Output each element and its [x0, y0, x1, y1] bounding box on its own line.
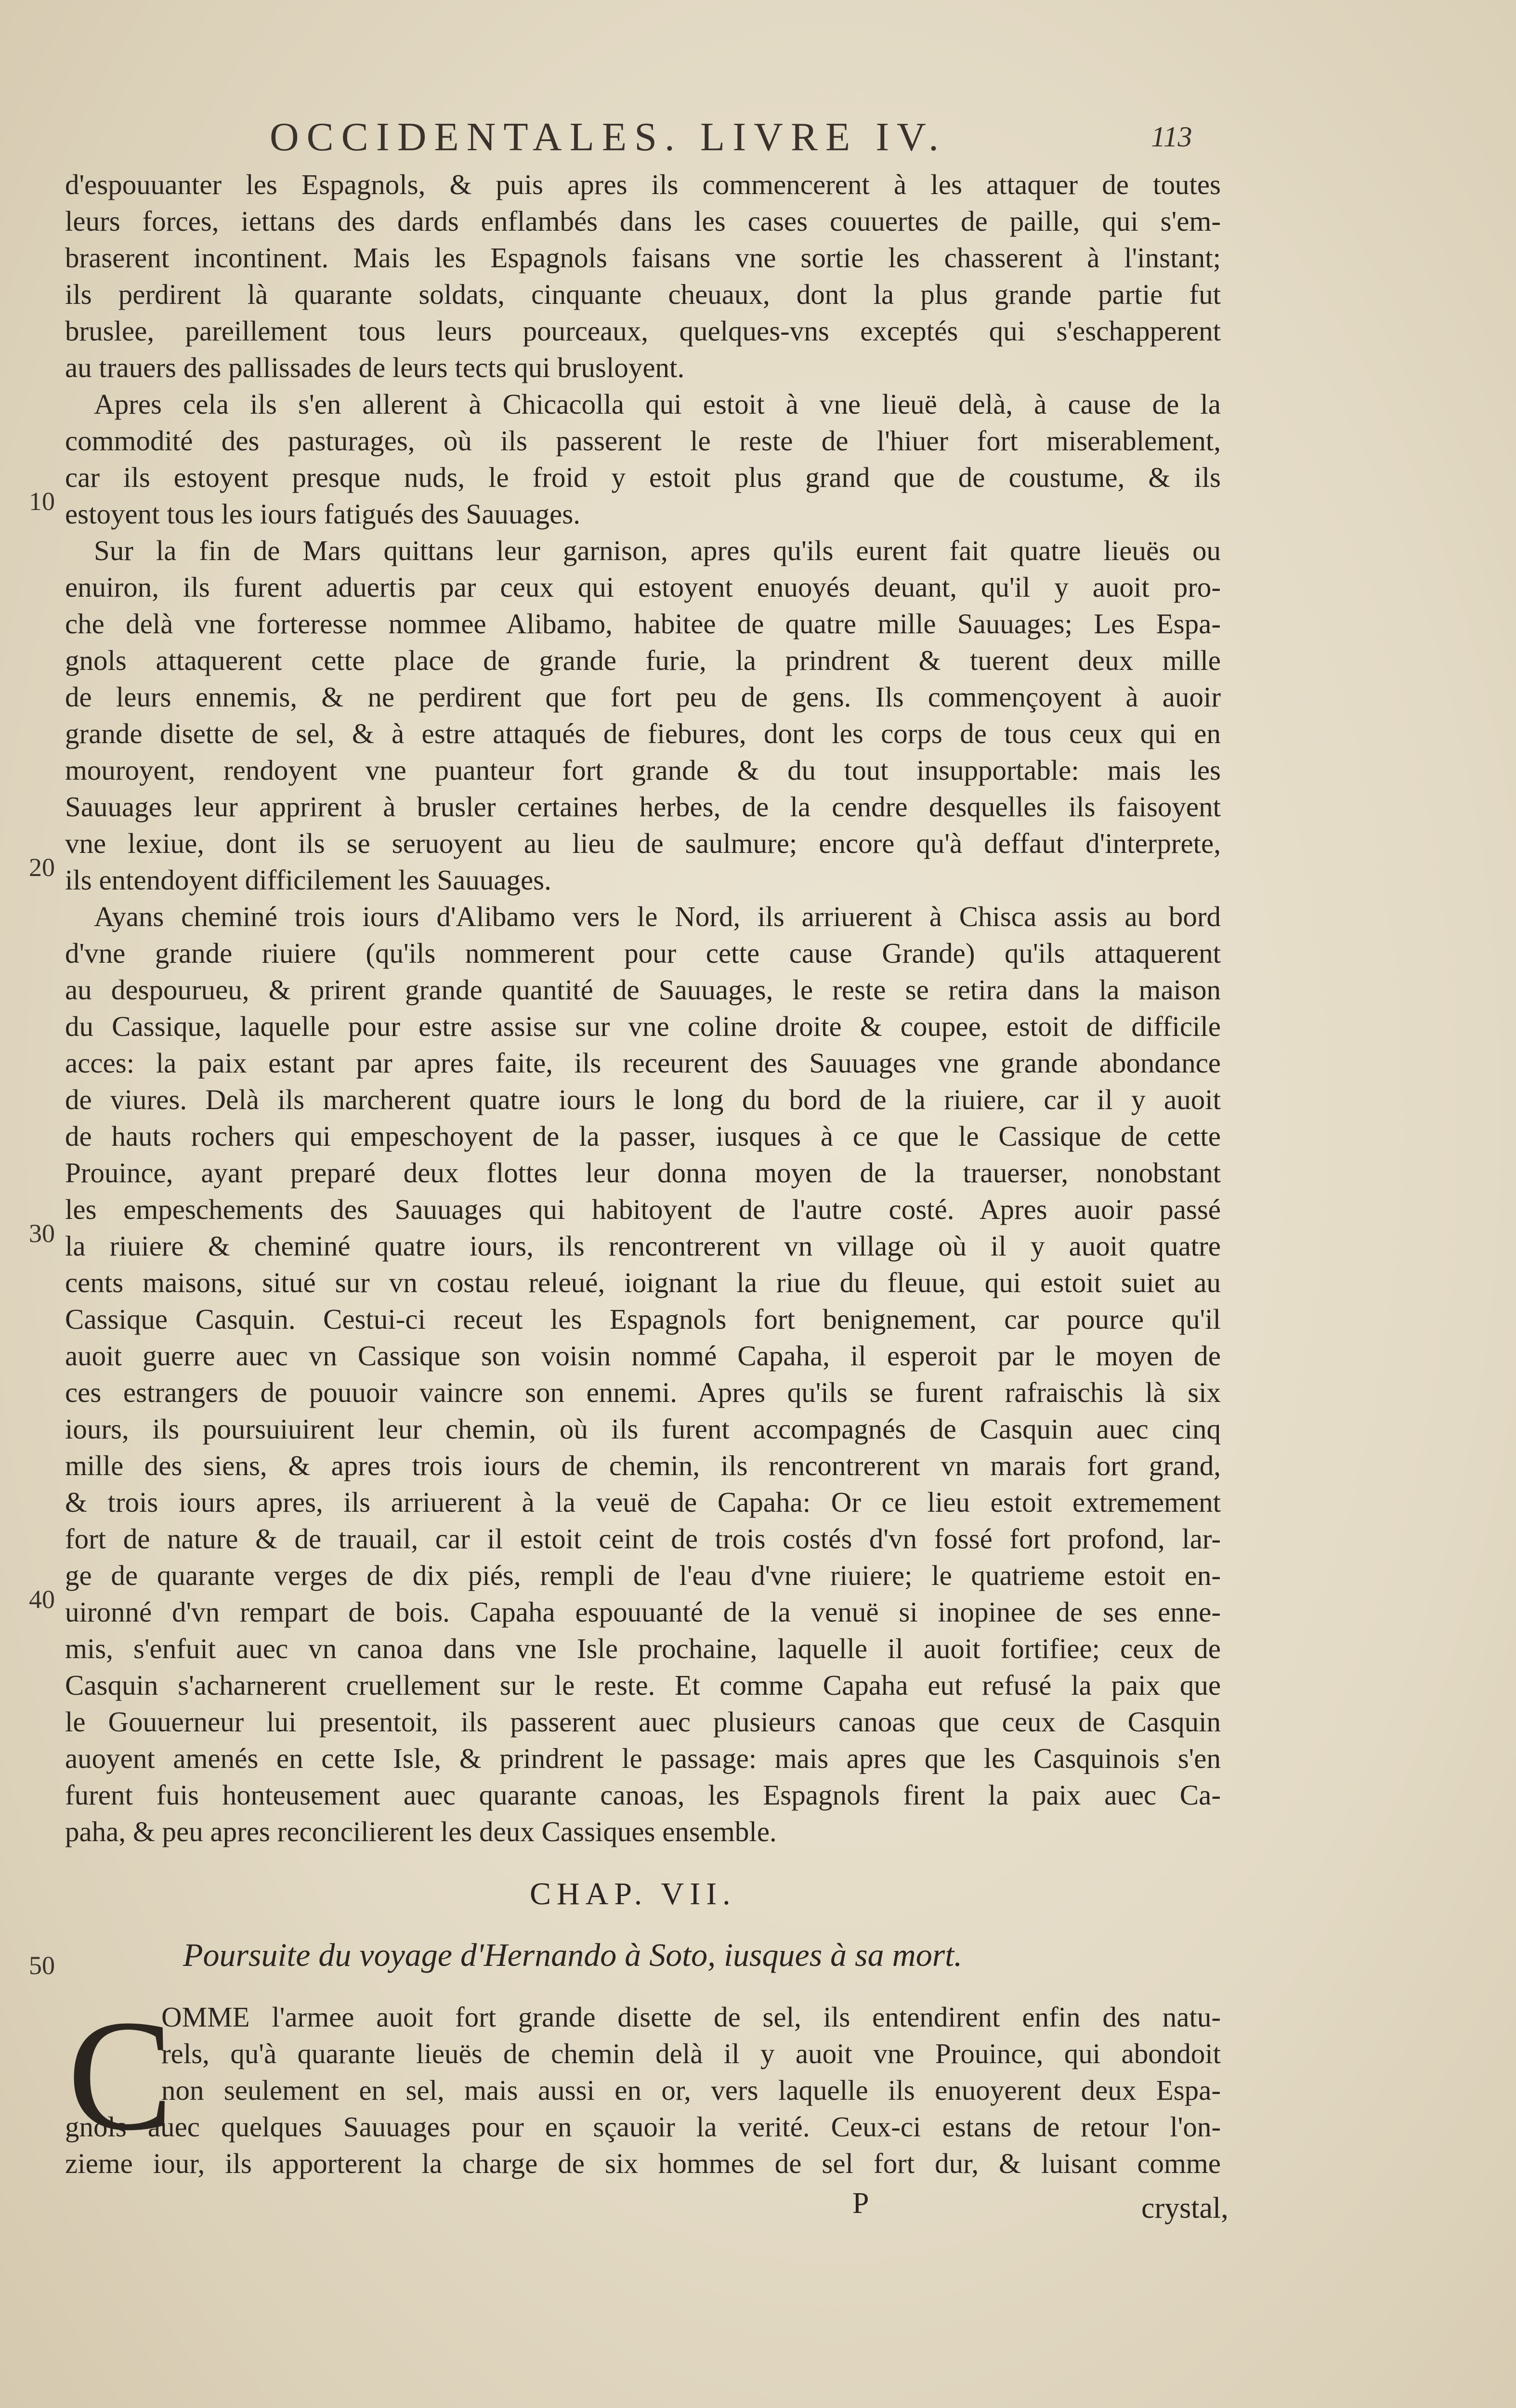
text-line: estoyent tous les iours fatigués des Sauuages.: [65, 498, 581, 530]
text-line: grande disette de sel, & à estre attaqués de fiebures, dont les corps de tous ceux qui en: [65, 718, 1221, 749]
text-line: commodité des pasturages, où ils passerent le reste de l'hiuer fort miserablement,: [65, 425, 1221, 457]
text-line: ils perdirent là quarante soldats, cinquante cheuaux, dont la plus grande partie fut: [65, 278, 1221, 310]
text-line: de viures. Delà ils marcherent quatre iours le long du bord de la riuiere, car il y auoit: [65, 1084, 1221, 1115]
text-line: les empeschements des Sauuages qui habitoyent de l'autre costé. Apres auoir passé: [65, 1193, 1221, 1225]
text-line: ge de quarante verges de dix piés, rempli de l'eau d'vne riuiere; le quatrieme estoit en-: [65, 1559, 1221, 1591]
text-line: Ayans cheminé trois iours d'Alibamo vers le Nord, ils arriuerent à Chisca assis au bord: [94, 901, 1221, 932]
catchword: crystal,: [1141, 2192, 1228, 2225]
chapter-heading: CHAP. VII.: [530, 1876, 736, 1911]
text-line: bruslee, pareillement tous leurs pourceaux, quelques-vns exceptés qui s'eschapperent: [65, 315, 1221, 347]
text-line: mis, s'enfuit auec vn canoa dans vne Isle prochaine, laquelle il auoit fortifiee; ceux de: [65, 1633, 1221, 1664]
text-line: Sur la fin de Mars quittans leur garnison, apres qu'ils eurent fait quatre lieuës ou: [94, 535, 1221, 566]
text-line: mille des siens, & apres trois iours de chemin, ils rencontrerent vn marais fort grand,: [65, 1450, 1221, 1481]
text-line: ces estrangers de pouuoir vaincre son ennemi. Apres qu'ils se furent rafraischis là six: [65, 1376, 1221, 1408]
text-line: de leurs ennemis, & ne perdirent que fort peu de gens. Ils commençoyent à auoir: [65, 681, 1221, 713]
page-number: 113: [1151, 121, 1192, 153]
text-line: leurs forces, iettans des dards enflambés dans les cases couuertes de paille, qui s'em-: [65, 205, 1221, 237]
text-line: Cassique Casquin. Cestui-ci receut les Espagnols fort benignement, car pource qu'il: [65, 1303, 1221, 1335]
text-line: enuiron, ils furent aduertis par ceux qui estoyent enuoyés deuant, qu'il y auoit pro-: [65, 571, 1221, 603]
text-line: d'vne grande riuiere (qu'ils nommerent pour cette cause Grande) qu'ils attaquerent: [65, 937, 1221, 969]
line-number-20: 20: [29, 853, 55, 882]
text-line: au despourueu, & prirent grande quantité de Sauuages, le reste se retira dans la maison: [65, 974, 1221, 1006]
line-number-30: 30: [29, 1219, 55, 1248]
chapter-title: Poursuite du voyage d'Hernando à Soto, iusques à sa mort.: [183, 1937, 963, 1973]
text-line: rels, qu'à quarante lieuës de chemin delà il y auoit vne Prouince, qui abondoit: [161, 2038, 1221, 2069]
text-line: du Cassique, laquelle pour estre assise sur vne coline droite & coupee, estoit de difficile: [65, 1010, 1221, 1042]
text-line: Casquin s'acharnerent cruellement sur le reste. Et comme Capaha eut refusé la paix que: [65, 1669, 1221, 1701]
signature-mark: P: [852, 2187, 869, 2220]
text-line: mouroyent, rendoyent vne puanteur fort grande & du tout insupportable: mais les: [65, 754, 1221, 786]
text-line: Sauuages leur apprirent à brusler certaines herbes, de la cendre desquelles ils faisoyent: [65, 791, 1221, 823]
text-line: la riuiere & cheminé quatre iours, ils rencontrerent vn village où il y auoit quatre: [65, 1230, 1221, 1262]
text-line: & trois iours apres, ils arriuerent à la veuë de Capaha: Or ce lieu estoit extremement: [65, 1486, 1221, 1518]
text-line: gnols auec quelques Sauuages pour en sçauoir la verité. Ceux-ci estans de retour l'on-: [65, 2111, 1221, 2143]
text-line: OMME l'armee auoit fort grande disette de sel, ils entendirent enfin des natu-: [161, 2001, 1221, 2033]
text-line: iours, ils poursuiuirent leur chemin, où ils furent accompagnés de Casquin auec cinq: [65, 1413, 1221, 1445]
text-line: non seulement en sel, mais aussi en or, vers laquelle ils enuoyerent deux Espa-: [161, 2074, 1221, 2106]
text-line: cents maisons, situé sur vn costau releué, ioignant la riue du fleuue, qui estoit suiet au: [65, 1267, 1221, 1298]
text-line: le Gouuerneur lui presentoit, ils passerent auec plusieurs canoas que ceux de Casquin: [65, 1706, 1221, 1738]
text-line: Prouince, ayant preparé deux flottes leur donna moyen de la trauerser, nonobstant: [65, 1157, 1221, 1189]
line-number-10: 10: [29, 487, 55, 516]
line-number-40: 40: [29, 1585, 55, 1614]
text-line: au trauers des pallissades de leurs tects qui brusloyent.: [65, 352, 685, 383]
chapter-text: [65, 1999, 1221, 2182]
text-line: braserent incontinent. Mais les Espagnols faisans vne sortie les chasserent à l'instant;: [65, 242, 1221, 274]
body-text: [65, 166, 1221, 1850]
text-line: che delà vne forteresse nommee Alibamo, habitee de quatre mille Sauuages; Les Espa-: [65, 608, 1221, 640]
text-line: de hauts rochers qui empeschoyent de la passer, iusques à ce que le Cassique de cette: [65, 1120, 1221, 1152]
text-line: d'espouuanter les Espagnols, & puis apres ils commencerent à les attaquer de toutes: [65, 169, 1221, 200]
drop-cap-initial: C: [67, 1988, 174, 2163]
text-line: vne lexiue, dont ils se seruoyent au lieu de saulmure; encore qu'à deffaut d'interprete,: [65, 827, 1221, 859]
text-line: furent fuis honteusement auec quarante canoas, les Espagnols firent la paix auec Ca-: [65, 1779, 1221, 1811]
text-line: paha, & peu apres reconcilierent les deux Cassiques ensemble.: [65, 1816, 777, 1847]
text-line: uironné d'vn rempart de bois. Capaha espouuanté de la venuë si inopinee de ses enne-: [65, 1596, 1221, 1628]
text-line: car ils estoyent presque nuds, le froid y estoit plus grand que de coustume, & ils: [65, 461, 1221, 493]
text-line: zieme iour, ils apporterent la charge de six hommes de sel fort dur, & luisant comme: [65, 2147, 1221, 2179]
line-number-50: 50: [29, 1951, 55, 1980]
text-line: gnols attaquerent cette place de grande furie, la prindrent & tuerent deux mille: [65, 644, 1221, 676]
text-line: auoit guerre auec vn Cassique son voisin nommé Capaha, il esperoit par le moyen de: [65, 1340, 1221, 1372]
text-line: ils entendoyent difficilement les Sauuages.: [65, 864, 551, 896]
text-line: auoyent amenés en cette Isle, & prindrent le passage: mais apres que les Casquinois s'en: [65, 1742, 1221, 1774]
text-line: fort de nature & de trauail, car il estoit ceint de trois costés d'vn fossé fort profond, lar-: [65, 1523, 1221, 1555]
text-line: Apres cela ils s'en allerent à Chicacolla qui estoit à vne lieuë delà, à cause de la: [94, 388, 1221, 420]
running-title: OCCIDENTALES. LIVRE IV.: [270, 115, 946, 159]
text-line: acces: la paix estant par apres faite, ils receurent des Sauuages vne grande abondance: [65, 1047, 1221, 1079]
